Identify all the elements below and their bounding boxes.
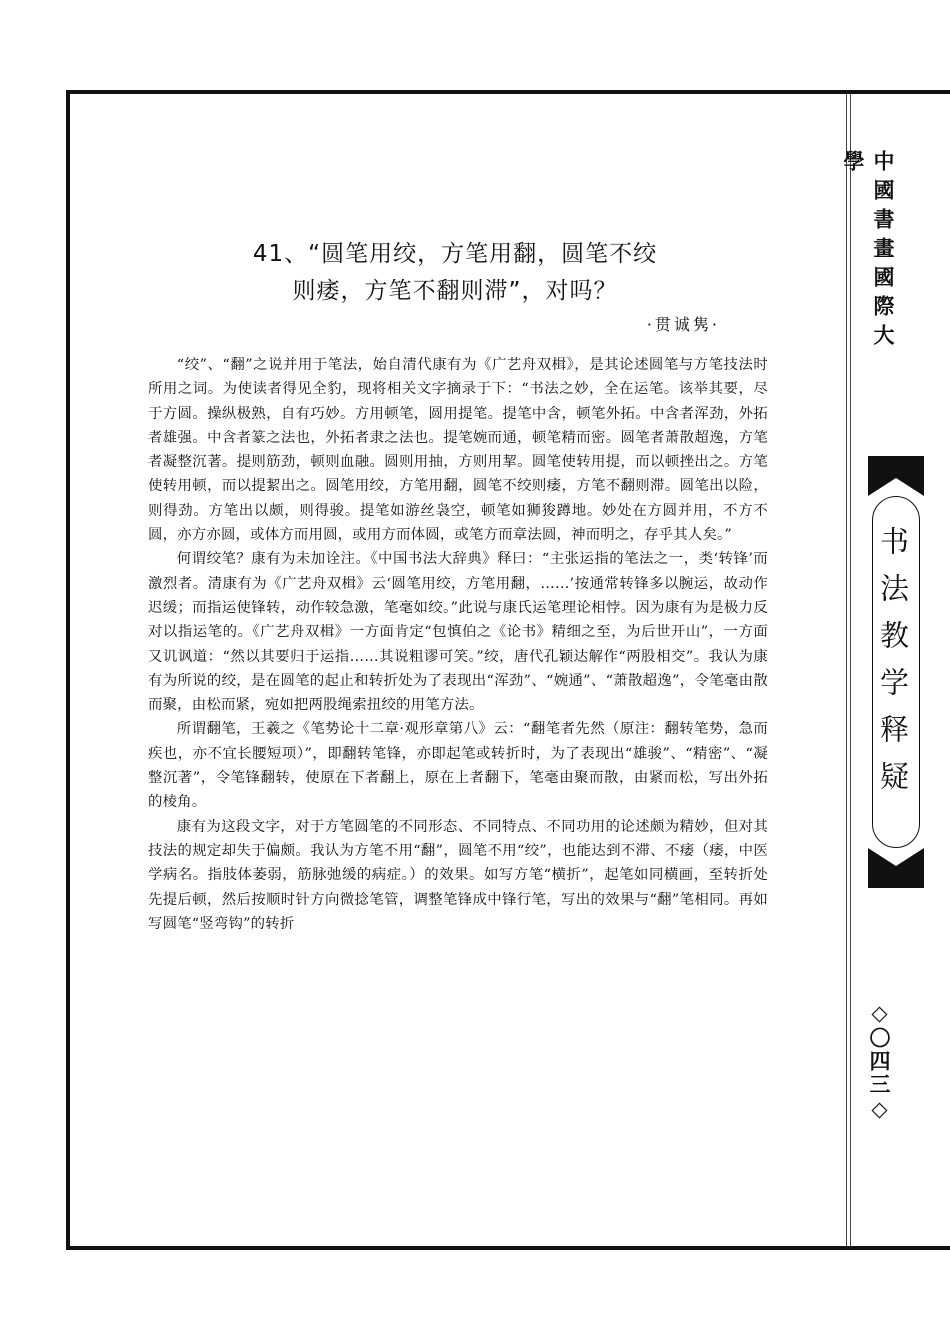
paragraph-3: 所谓翻笔，王羲之《笔势论十二章·观形章第八》云：“翻笔者先然（原注：翻转笔势，急而疾也，亦不宜长腰短项）”，即翻转笔锋，亦即起笔或转折时，为了表现出“雄骏”、“精密”、“凝整沉著”，令笔锋翻转，使原在下者翻上，原在上者翻下，笔毫由聚而散，由紧而松，写出外拓的棱角。 [148, 721, 768, 811]
paragraph-1: “绞”、“翻”之说并用于笔法，始自清代康有为《广艺舟双楫》，是其论述圆笔与方笔技法时所用之词。为使读者得见全豹，现将相关文字摘录于下：“书法之妙，全在运笔。该举其要，尽于方圆。操纵极熟，自有巧妙。方用顿笔，圆用提笔。提笔中含，顿笔外拓。中含者浑劲，外拓者雄强。中含者篆之法也，外拓者隶之法也。提笔婉而通，顿笔精而密。圆笔者萧散超逸，方笔者凝整沉著。提则筋劲，顿则血融。圆则用抽，方则用挈。圆笔使转用提，而以顿挫出之。方笔使转用顿，而以提絜出之。圆笔用绞，方笔用翻，圆笔不绞则痿，方笔不翻则滞。圆笔出以险，则得劲。方笔出以颇，则得骏。提笔如游丝袅空，顿笔如狮狻蹲地。妙处在方圆并用，不方不圆，亦方亦圆，或体方而用圆，或用方而体圆，或笔方而章法圆，神而明之，存乎其人矣。” [148, 357, 768, 544]
university-name: 中國書畫國際大學 [841, 150, 896, 353]
frame-top-border [66, 90, 950, 94]
paragraph-2: 何谓绞笔？康有为未加诠注。《中国书法大辞典》释曰：“主张运指的笔法之一，类‘转锋’而激烈者。清康有为《广艺舟双楫》云‘圆笔用绞，方笔用翻，……’按通常转锋多以腕运，故动作迟缓；而指运使锋转，动作较急激，笔毫如绞。”此说与康氏运笔理论相悖。因为康有为是极力反对以指运笔的。《广艺舟双楫》一方面肯定“包慎伯之《论书》精细之至，为后世开山”，一方面又讥讽道：“然以其要归于运指……其说粗谬可笑。”绞，唐代孔颖达解作“两股相交”。我认为康有为所说的绞，是在圆笔的起止和转折处为了表现出“浑劲”、“婉通”、“萧散超逸”，令笔毫由散而聚，由松而紧，宛如把两股绳索扭绞的用笔方法。 [148, 551, 768, 714]
title-block-bottom-bar [868, 878, 924, 888]
article-title [180, 236, 730, 310]
article-author: ·贯诚隽· [646, 315, 720, 334]
title-block-top-bar [868, 456, 924, 466]
side-column-divider-inner [850, 94, 851, 1246]
book-title-block [868, 456, 924, 888]
title-block-top-ornament [868, 466, 924, 496]
article-title-line-1: 41、“圆笔用绞，方笔用翻，圆笔不绞 [252, 241, 658, 267]
book-title: 书法教学释疑 [876, 526, 910, 808]
frame-bottom-border [66, 1246, 950, 1250]
article-body [148, 353, 768, 936]
frame-left-border [66, 90, 70, 1250]
side-column-divider [846, 94, 847, 1246]
paragraph-4: 康有为这段文字，对于方笔圆笔的不同形态、不同特点、不同功用的论述颇为精妙，但对其技法的规定却失于偏颇。我认为方笔不用“翻”，圆笔不用“绞”，也能达到不滞、不痿（痿，中医学病名。指肢体萎弱，筋脉弛缓的病症。）的效果。如写方笔“横折”，起笔如同横画，至转折处先提后顿，然后按顺时针方向微捻笔管，调整笔锋成中锋行笔，写出的效果与“翻”笔相同。再如写圆笔“竖弯钩”的转折 [148, 818, 768, 932]
page-number: ◇〇四三◇ [867, 1000, 892, 1123]
article-title-line-2: 则痿，方笔不翻则滞”，对吗？ [292, 278, 618, 304]
title-block-bottom-ornament [868, 848, 924, 878]
